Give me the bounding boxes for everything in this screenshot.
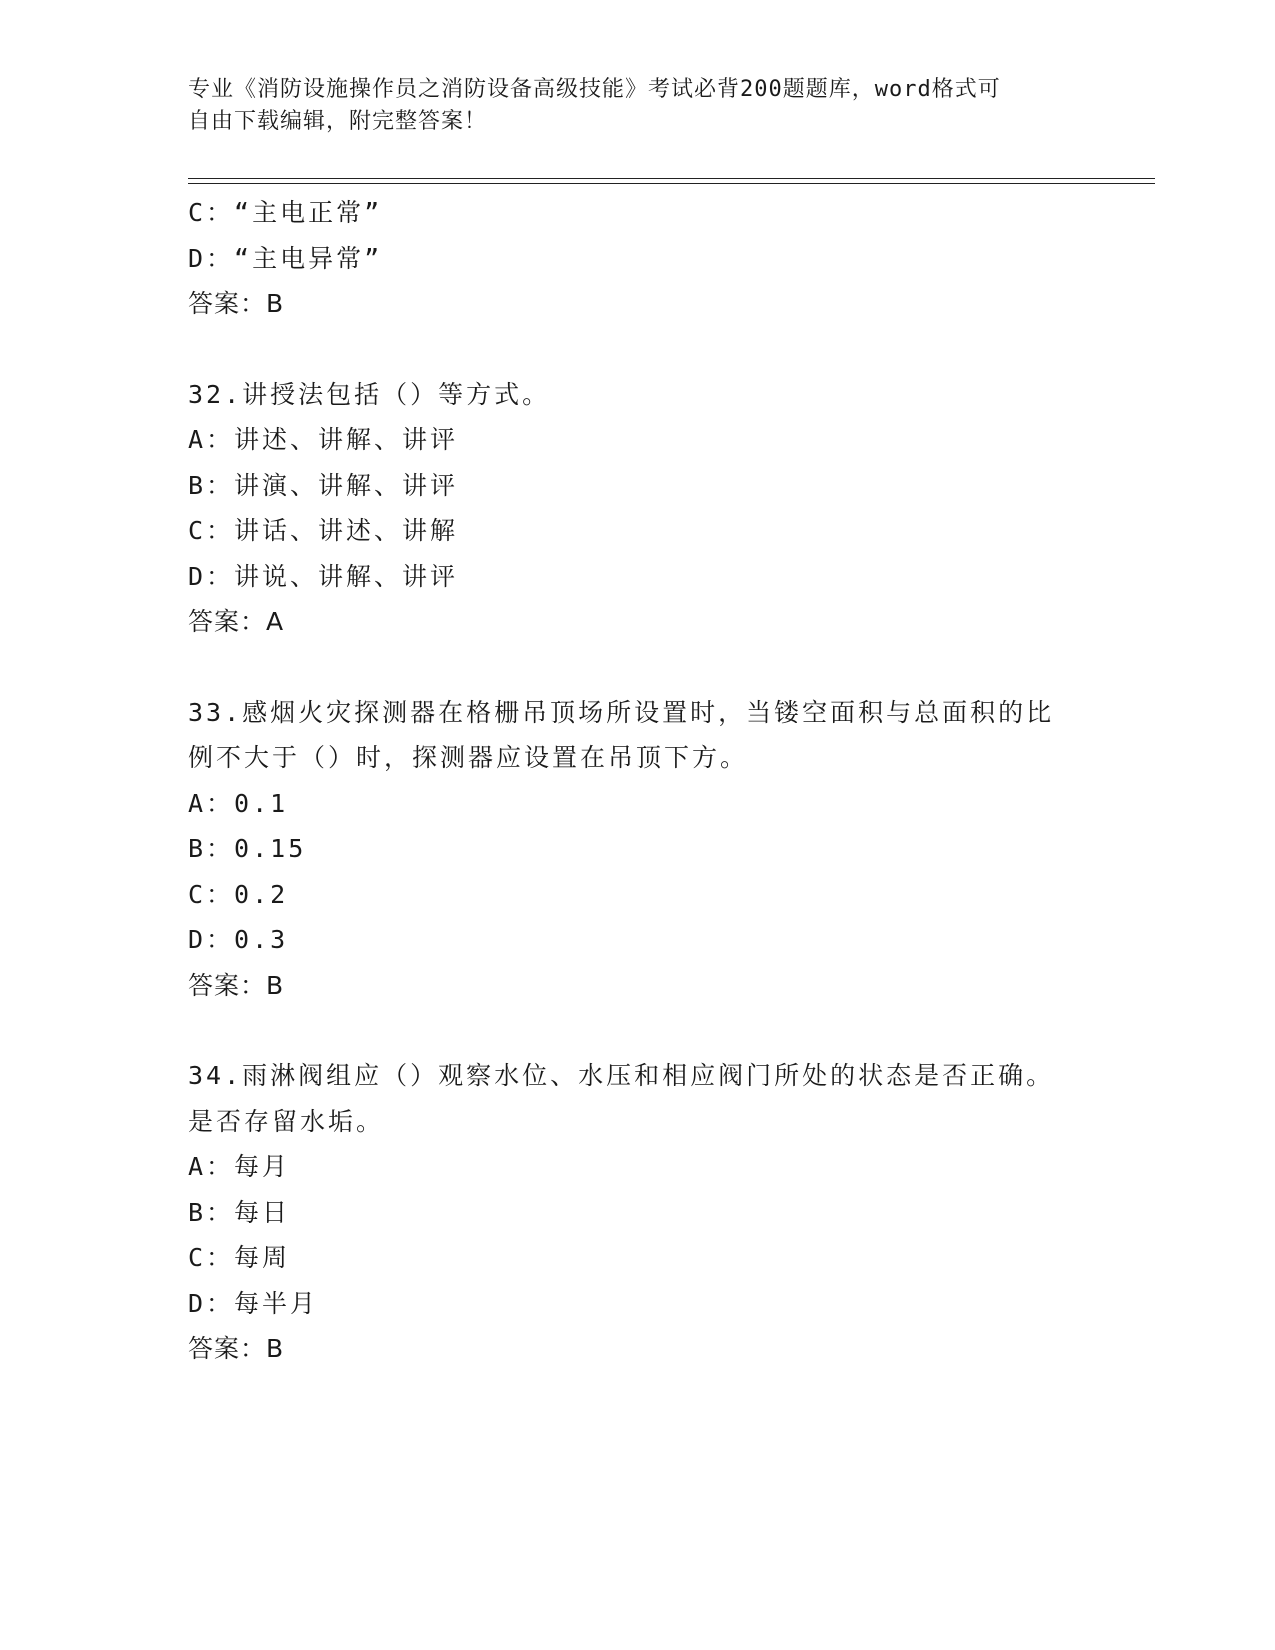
question-text: 33.感烟火灾探测器在格栅吊顶场所设置时，当镂空面积与总面积的比 (188, 697, 1055, 727)
question-34 (188, 1053, 1088, 1372)
option-d: D：讲说、讲解、讲评 (188, 561, 459, 591)
option-d: D：每半月 (188, 1288, 319, 1318)
question-text-continued: 是否存留水垢。 (188, 1106, 385, 1136)
option-d: D：0.3 (188, 925, 289, 954)
option-b: B：每日 (188, 1197, 291, 1227)
option-a: A：0.1 (188, 788, 289, 818)
question-list (188, 190, 1088, 1372)
option-a: A：讲述、讲解、讲评 (188, 425, 459, 454)
option-a: A：每月 (188, 1152, 291, 1181)
option-b: B：讲演、讲解、讲评 (188, 470, 459, 500)
document-header (188, 74, 1068, 138)
answer-line: 答案：B (188, 1334, 285, 1363)
question-32 (188, 372, 1088, 645)
option-c: C：0.2 (188, 879, 289, 909)
answer-line: 答案：B (188, 970, 285, 1000)
question-text: 34.雨淋阀组应（）观察水位、水压和相应阀门所处的状态是否正确。 (188, 1061, 1055, 1090)
option-d: D：“主电异常” (188, 243, 383, 273)
answer-line: 答案：A (188, 607, 285, 636)
option-c: C：每周 (188, 1243, 291, 1272)
question-text: 32.讲授法包括（）等方式。 (188, 379, 551, 409)
option-c: C：讲话、讲述、讲解 (188, 516, 459, 545)
header-title-line-2: 自由下载编辑，附完整答案！ (188, 109, 488, 134)
header-title-line-1: 专业《消防设施操作员之消防设备高级技能》考试必背200题题库，word格式可 (188, 77, 1001, 102)
question-text-continued: 例不大于（）时，探测器应设置在吊顶下方。 (188, 743, 749, 772)
previous-question (188, 190, 1088, 327)
header-divider-bottom (188, 183, 1155, 184)
answer-line: 答案：B (188, 289, 285, 318)
option-c: C：“主电正常” (188, 198, 383, 227)
header-divider-top (188, 178, 1155, 179)
option-b: B：0.15 (188, 834, 307, 863)
question-33 (188, 690, 1088, 1009)
